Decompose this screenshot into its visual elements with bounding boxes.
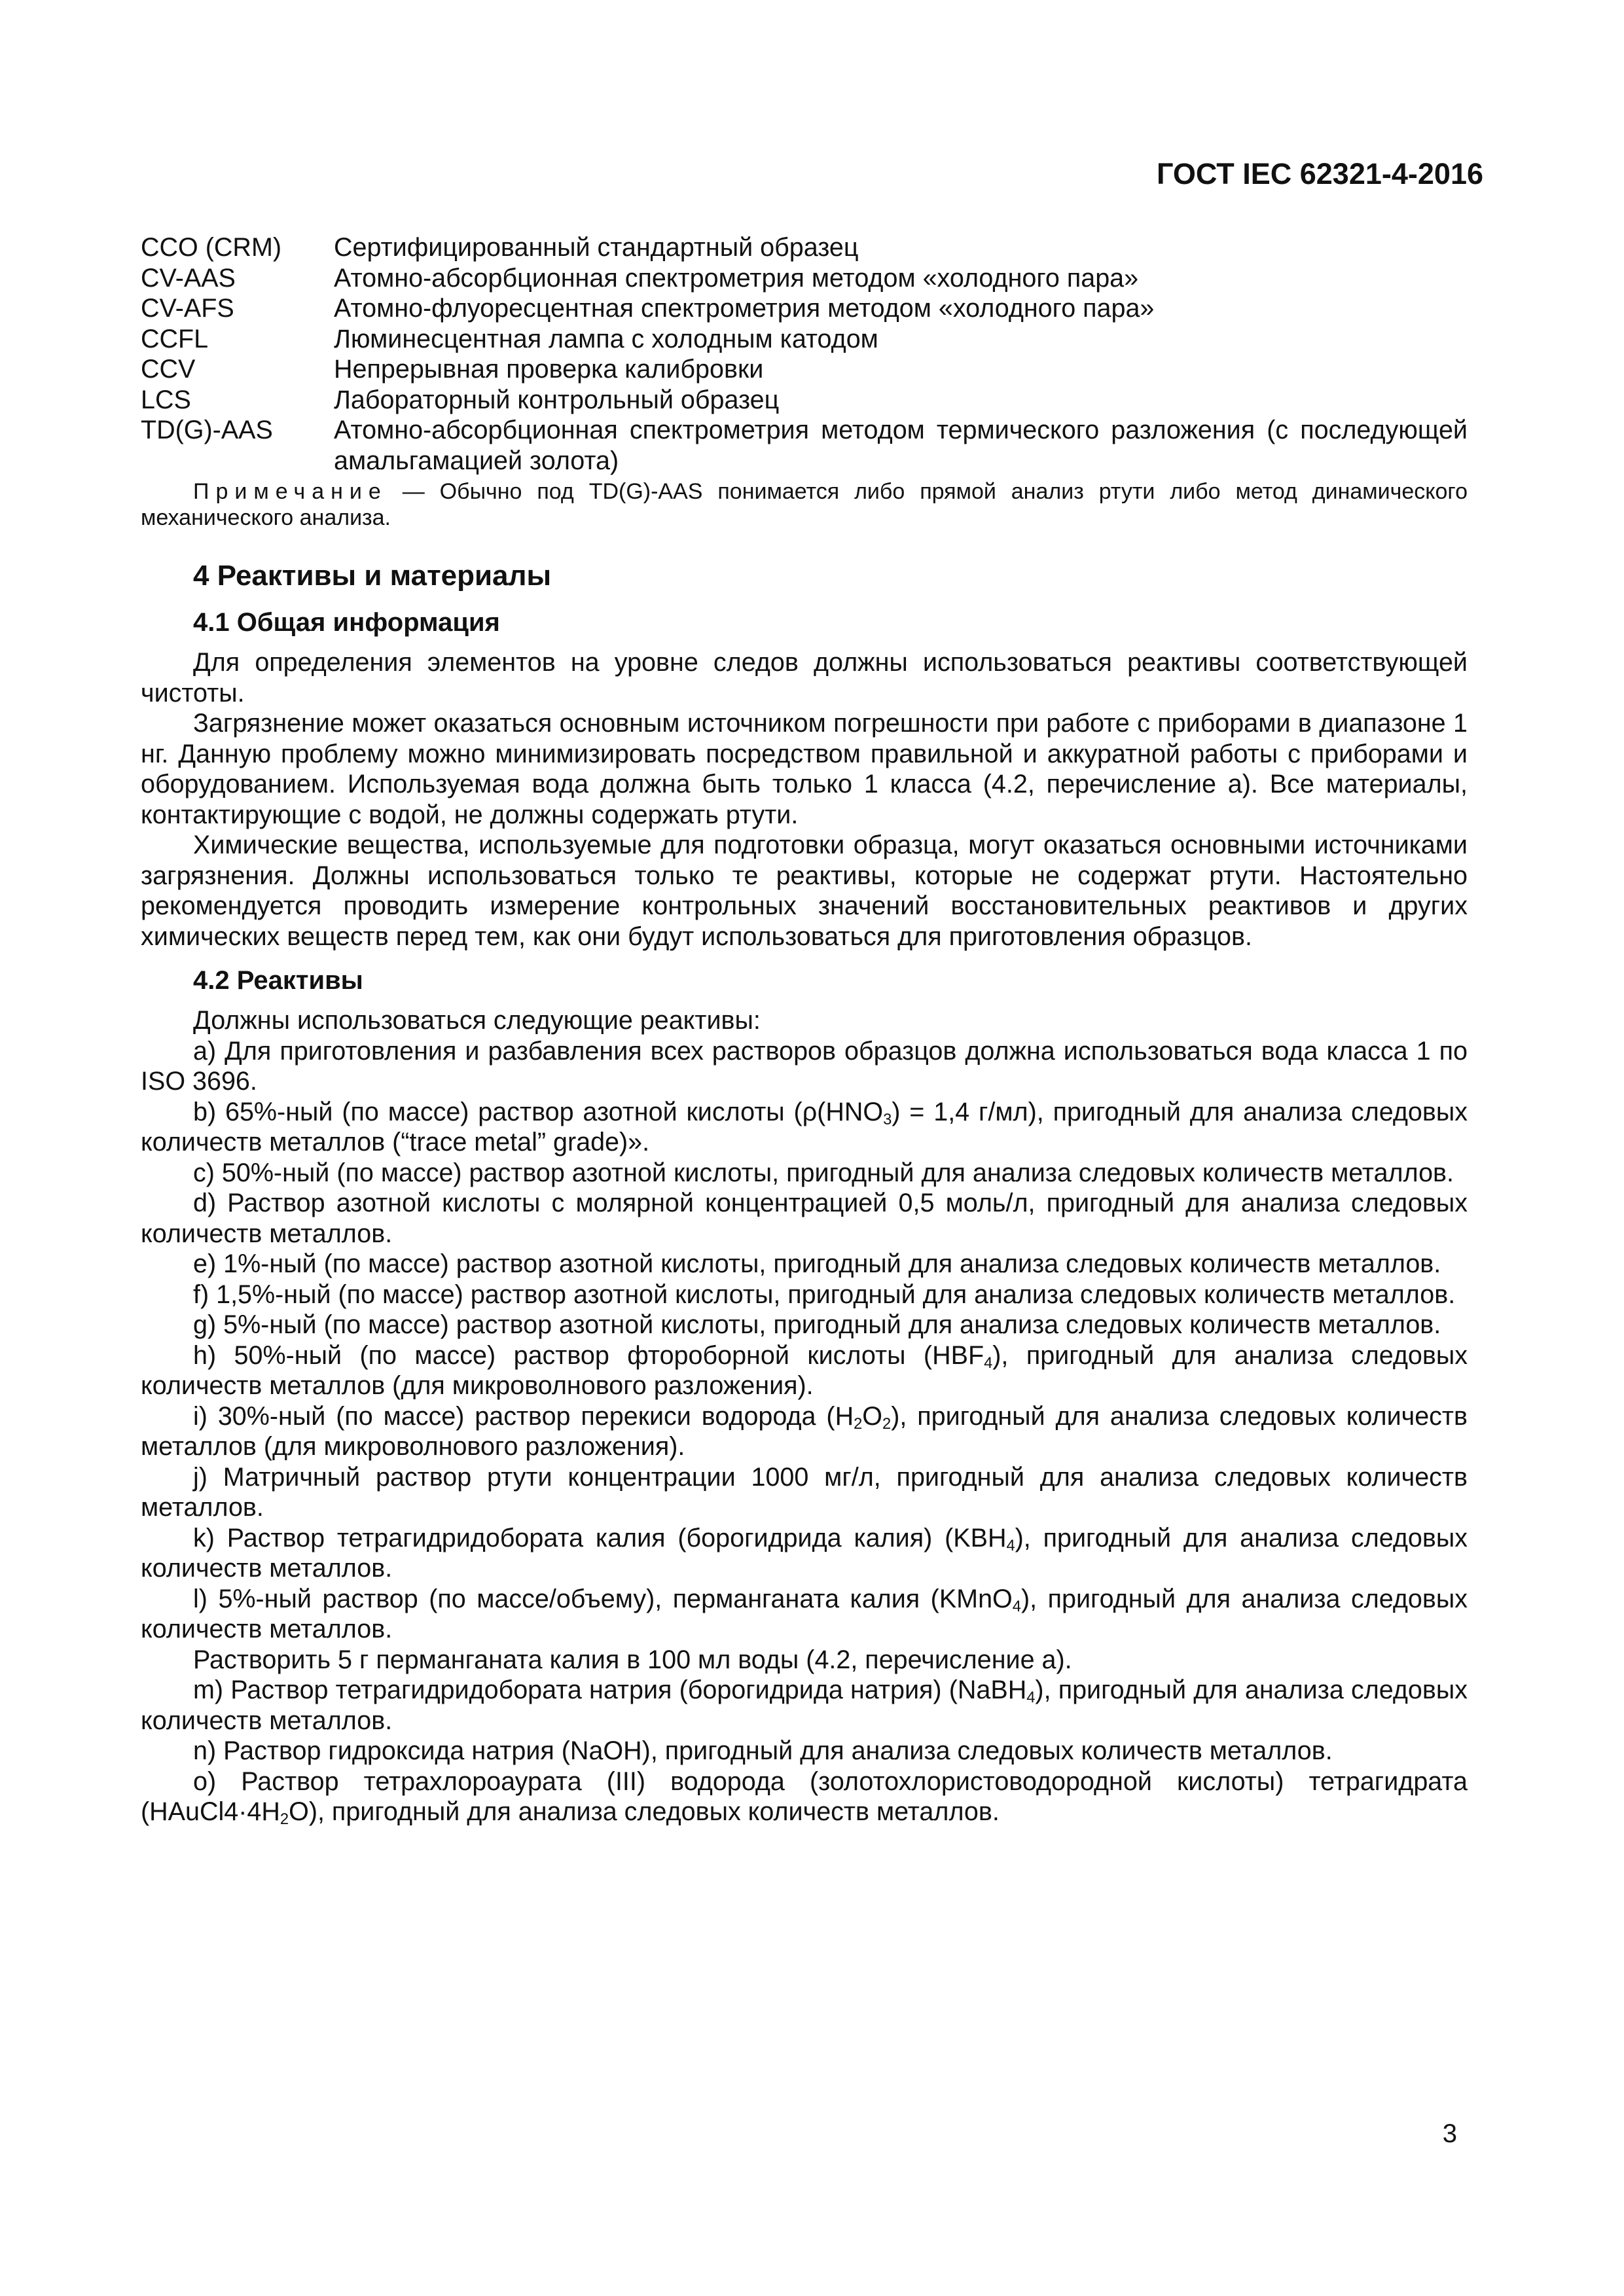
abbr-definition: Люминесцентная лампа с холодным катодом (334, 324, 878, 353)
abbr-term: CV-AAS (141, 263, 236, 293)
abbr-term: CV-AFS (141, 294, 234, 323)
paragraph: Должны использоваться следующие реактивы: (193, 1006, 761, 1035)
list-item-g: g) 5%-ный (по массе) раствор азотной кислоты, пригодный для анализа следовых количеств металлов. (193, 1310, 1441, 1339)
list-item-d: d) Раствор азотной кислоты с молярной концентрацией 0,5 моль/л, пригодный для анализа следовых количеств металлов. (141, 1189, 1468, 1248)
abbr-term: CCO (CRM) (141, 233, 282, 262)
abbr-term: LCS (141, 385, 191, 414)
list-item-e: e) 1%-ный (по массе) раствор азотной кислоты, пригодный для анализа следовых количеств металлов. (193, 1249, 1441, 1278)
abbr-term: CCFL (141, 324, 209, 353)
list-item-j: j) Матричный раствор ртути концентрации 1000 мг/л, пригодный для анализа следовых количеств металлов. (141, 1462, 1468, 1522)
list-item-o: o) Раствор тетрахлороаурата (III) водорода (золотохлористоводородной кислоты) тетрагидрата $(HAuCl4\cdot 4H_2O)$, пригодный для анализа следовых количеств металлов. (141, 1767, 1468, 1828)
page-content (141, 232, 1468, 1827)
list-item-c: c) 50%-ный (по массе) раствор азотной кислоты, пригодный для анализа следовых количеств металлов. (193, 1158, 1454, 1187)
abbreviation-list (141, 232, 1468, 476)
abbr-term: TD(G)-AAS (141, 416, 273, 444)
abbr-term: CCV (141, 355, 196, 384)
section-4-2-heading: 4.2 Реактивы (193, 966, 363, 995)
paragraph: Растворить 5 г перманганата калия в 100 мл воды (4.2, перечисление а). (193, 1645, 1072, 1674)
section-4-1-heading: 4.1 Общая информация (193, 608, 500, 637)
section-4-heading: 4 Реактивы и материалы (193, 560, 552, 592)
document-code-header: ГОСТ IEC 62321-4-2016 (1156, 157, 1483, 190)
abbr-definition: Сертифицированный стандартный образец (334, 233, 859, 262)
abbr-definition: Непрерывная проверка калибровки (334, 355, 764, 384)
note-paragraph (141, 478, 1468, 531)
list-item-k: k) Раствор тетрагидридобората калия (борогидрида калия) $(KBH_4)$, пригодный для анализа следовых количеств металлов. (141, 1523, 1468, 1583)
abbr-definition: Атомно-флуоресцентная спектрометрия методом «холодного пара» (334, 294, 1155, 323)
abbr-definition: Лабораторный контрольный образец (334, 385, 780, 414)
note-label: Примечание (193, 479, 388, 504)
abbr-definition: Атомно-абсорбционная спектрометрия методом «холодного пара» (334, 263, 1139, 293)
list-item-m: m) Раствор тетрагидридобората натрия (борогидрида натрия) (NaBH$_4$), пригодный для анализа следовых количеств металлов. (141, 1676, 1468, 1735)
list-item-b: b) 65%-ный (по массе) раствор азотной кислоты ($\rho(HNO_3) = 1,4$ г/мл), пригодный для анализа следовых количеств металлов (“trace metal” grade)». (141, 1097, 1468, 1157)
list-item-i: i) 30%-ный (по массе) раствор перекиси водорода $(H_2O_2)$, пригодный для анализа следовых количеств металлов (для микроволнового разложения). (141, 1401, 1468, 1461)
list-item-n: n) Раствор гидроксида натрия (NaOH), пригодный для анализа следовых количеств металлов. (193, 1736, 1333, 1765)
list-item-f: f) 1,5%-ный (по массе) раствор азотной кислоты, пригодный для анализа следовых количеств металлов. (193, 1280, 1456, 1309)
note-text: — Обычно под TD(G)-AAS понимается либо прямой анализ ртути либо метод динамического механического анализа. (141, 479, 1468, 530)
paragraph: Загрязнение может оказаться основным источником погрешности при работе с приборами в диапазоне 1 нг. Данную проблему можно минимизировать посредством правильной и аккуратной работы с приборами и оборудованием. Используемая вода должна быть только 1 класса (4.2, перечисление а). Все материалы, контактирующие с водой, не должны содержать ртути. (141, 709, 1468, 829)
paragraph: Химические вещества, используемые для подготовки образца, могут оказаться основными источниками загрязнения. Должны использоваться только те реактивы, которые не содержат ртути. Настоятельно рекомендуется проводить измерение контрольных значений восстановительных реактивов и других химических веществ перед тем, как они будут использоваться для приготовления образцов. (141, 831, 1468, 951)
paragraph: Для определения элементов на уровне следов должны использоваться реактивы соответствующей чистоты. (141, 648, 1468, 708)
list-item-l: l) 5%-ный раствор (по массе/объему), перманганата калия (KMnO$_4$), пригодный для анализа следовых количеств металлов. (141, 1584, 1468, 1643)
page-number: 3 (1442, 2119, 1457, 2148)
list-item-h: h) 50%-ный (по массе) раствор фтороборной кислоты $(HBF_4)$, пригодный для анализа следовых количеств металлов (для микроволнового разложения). (141, 1340, 1468, 1400)
abbr-definition: Атомно-абсорбционная спектрометрия методом термического разложения (с последующей амальгамацией золота) (334, 416, 1468, 475)
list-item-a: а) Для приготовления и разбавления всех растворов образцов должна использоваться вода класса 1 по ISO 3696. (141, 1036, 1468, 1096)
